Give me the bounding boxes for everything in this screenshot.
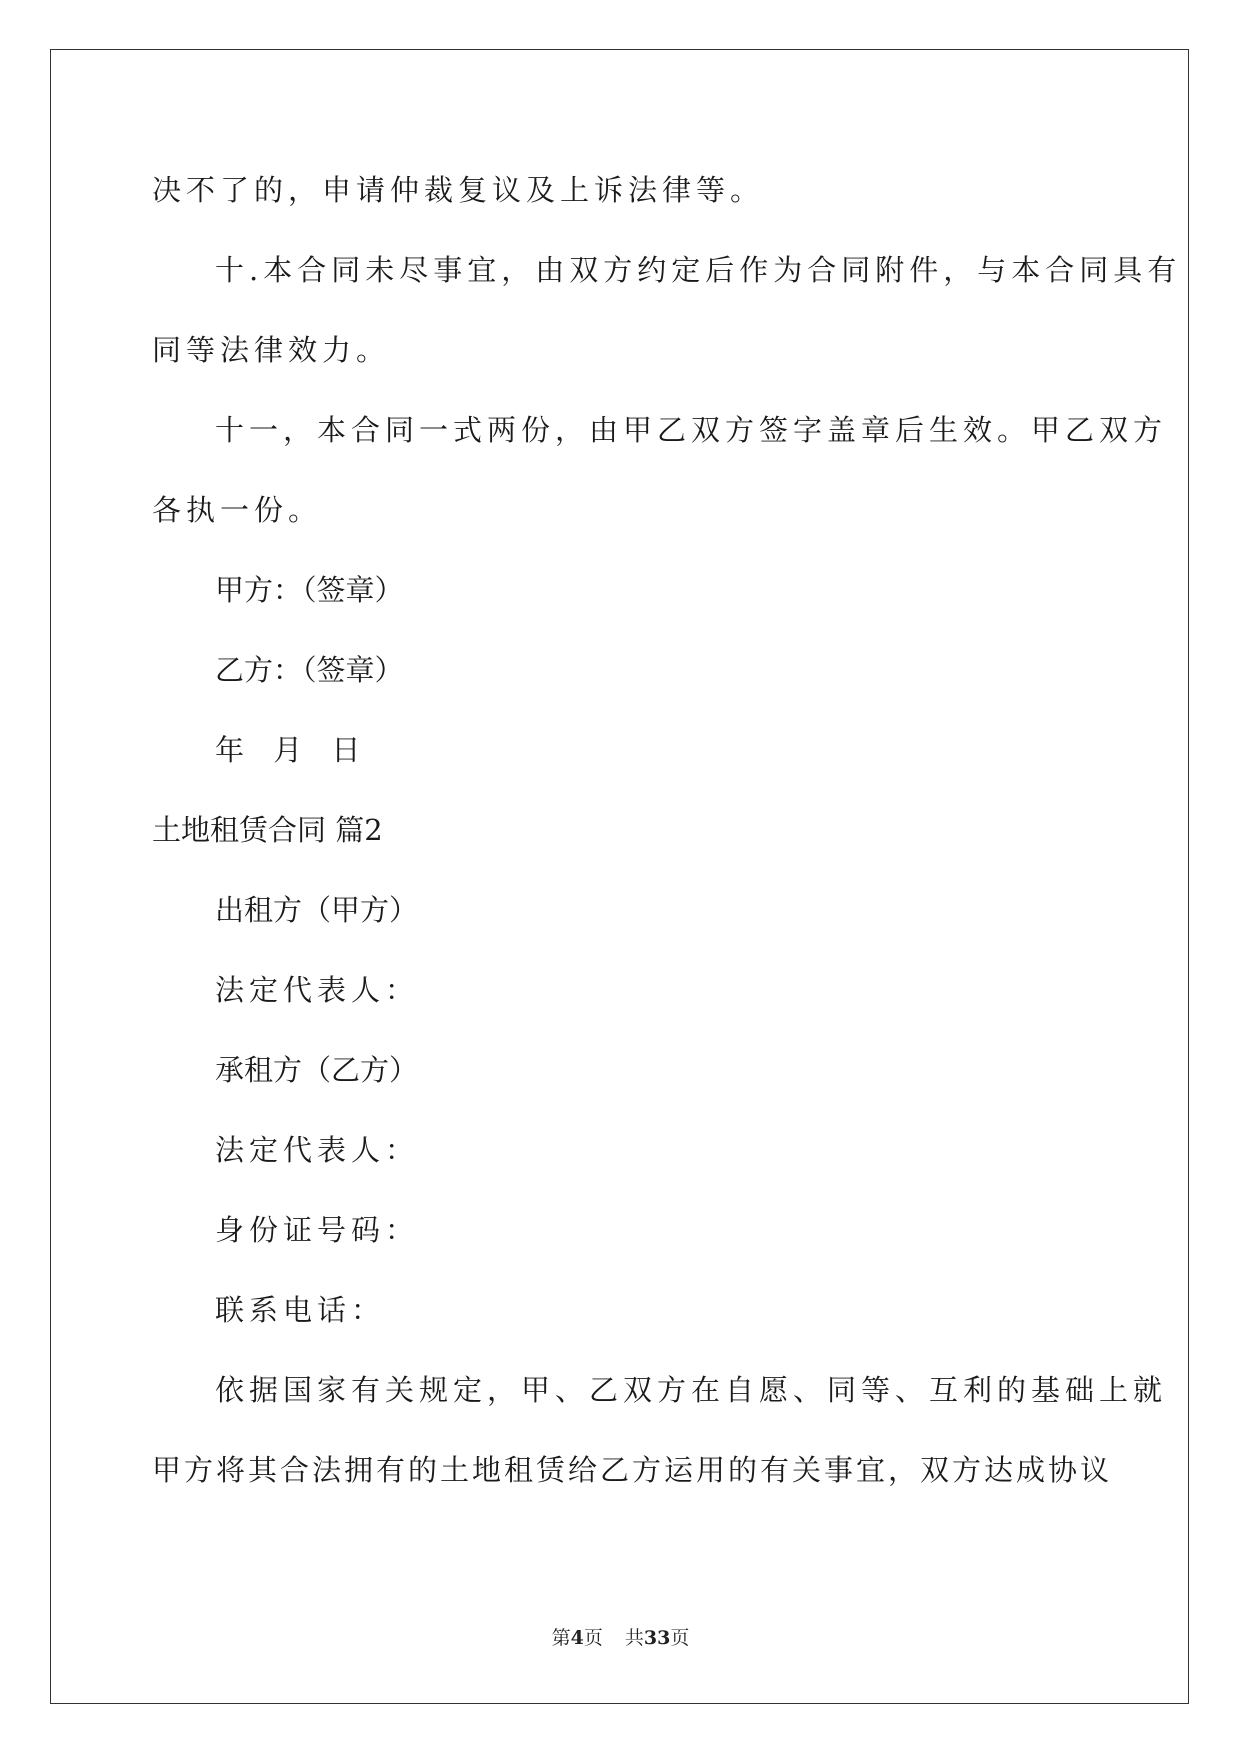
footer-page-suffix: 页 — [583, 1627, 603, 1649]
id-number-line: 身份证号码： — [215, 1213, 420, 1247]
lessor-line: 出租方（甲方） — [215, 893, 419, 927]
footer-total-prefix: 共 — [624, 1627, 644, 1649]
footer-total-suffix: 页 — [670, 1627, 690, 1649]
date-line: 年 月 日 — [215, 733, 366, 767]
page-footer — [0, 1626, 1241, 1650]
body-line-1: 决不了的，申请仲裁复议及上诉法律等。 — [152, 173, 765, 207]
body-line-17: 甲方将其合法拥有的土地租赁给乙方运用的有关事宜，双方达成协议 — [152, 1453, 1113, 1487]
lessee-legal-rep-line: 法定代表人： — [215, 1133, 420, 1167]
body-line-16: 依据国家有关规定，甲、乙双方在自愿、同等、互利的基础上就 — [215, 1373, 1168, 1407]
lessee-line: 承租方（乙方） — [215, 1053, 419, 1087]
footer-page-number: 4 — [570, 1627, 584, 1649]
party-b-signature-line: 乙方：（签章） — [215, 653, 404, 687]
body-line-3: 同等法律效力。 — [152, 333, 391, 367]
lessor-legal-rep-line: 法定代表人： — [215, 973, 420, 1007]
footer-total-pages: 33 — [643, 1627, 671, 1649]
body-line-4: 十一，本合同一式两份，由甲乙双方签字盖章后生效。甲乙双方 — [215, 413, 1168, 447]
phone-line: 联系电话： — [215, 1293, 386, 1327]
section-heading: 土地租赁合同 篇2 — [152, 813, 383, 847]
body-line-5: 各执一份。 — [152, 493, 323, 527]
footer-page-prefix: 第 — [551, 1627, 571, 1649]
body-line-2: 十.本合同未尽事宜，由双方约定后作为合同附件，与本合同具有 — [215, 253, 1182, 287]
party-a-signature-line: 甲方：（签章） — [215, 573, 404, 607]
